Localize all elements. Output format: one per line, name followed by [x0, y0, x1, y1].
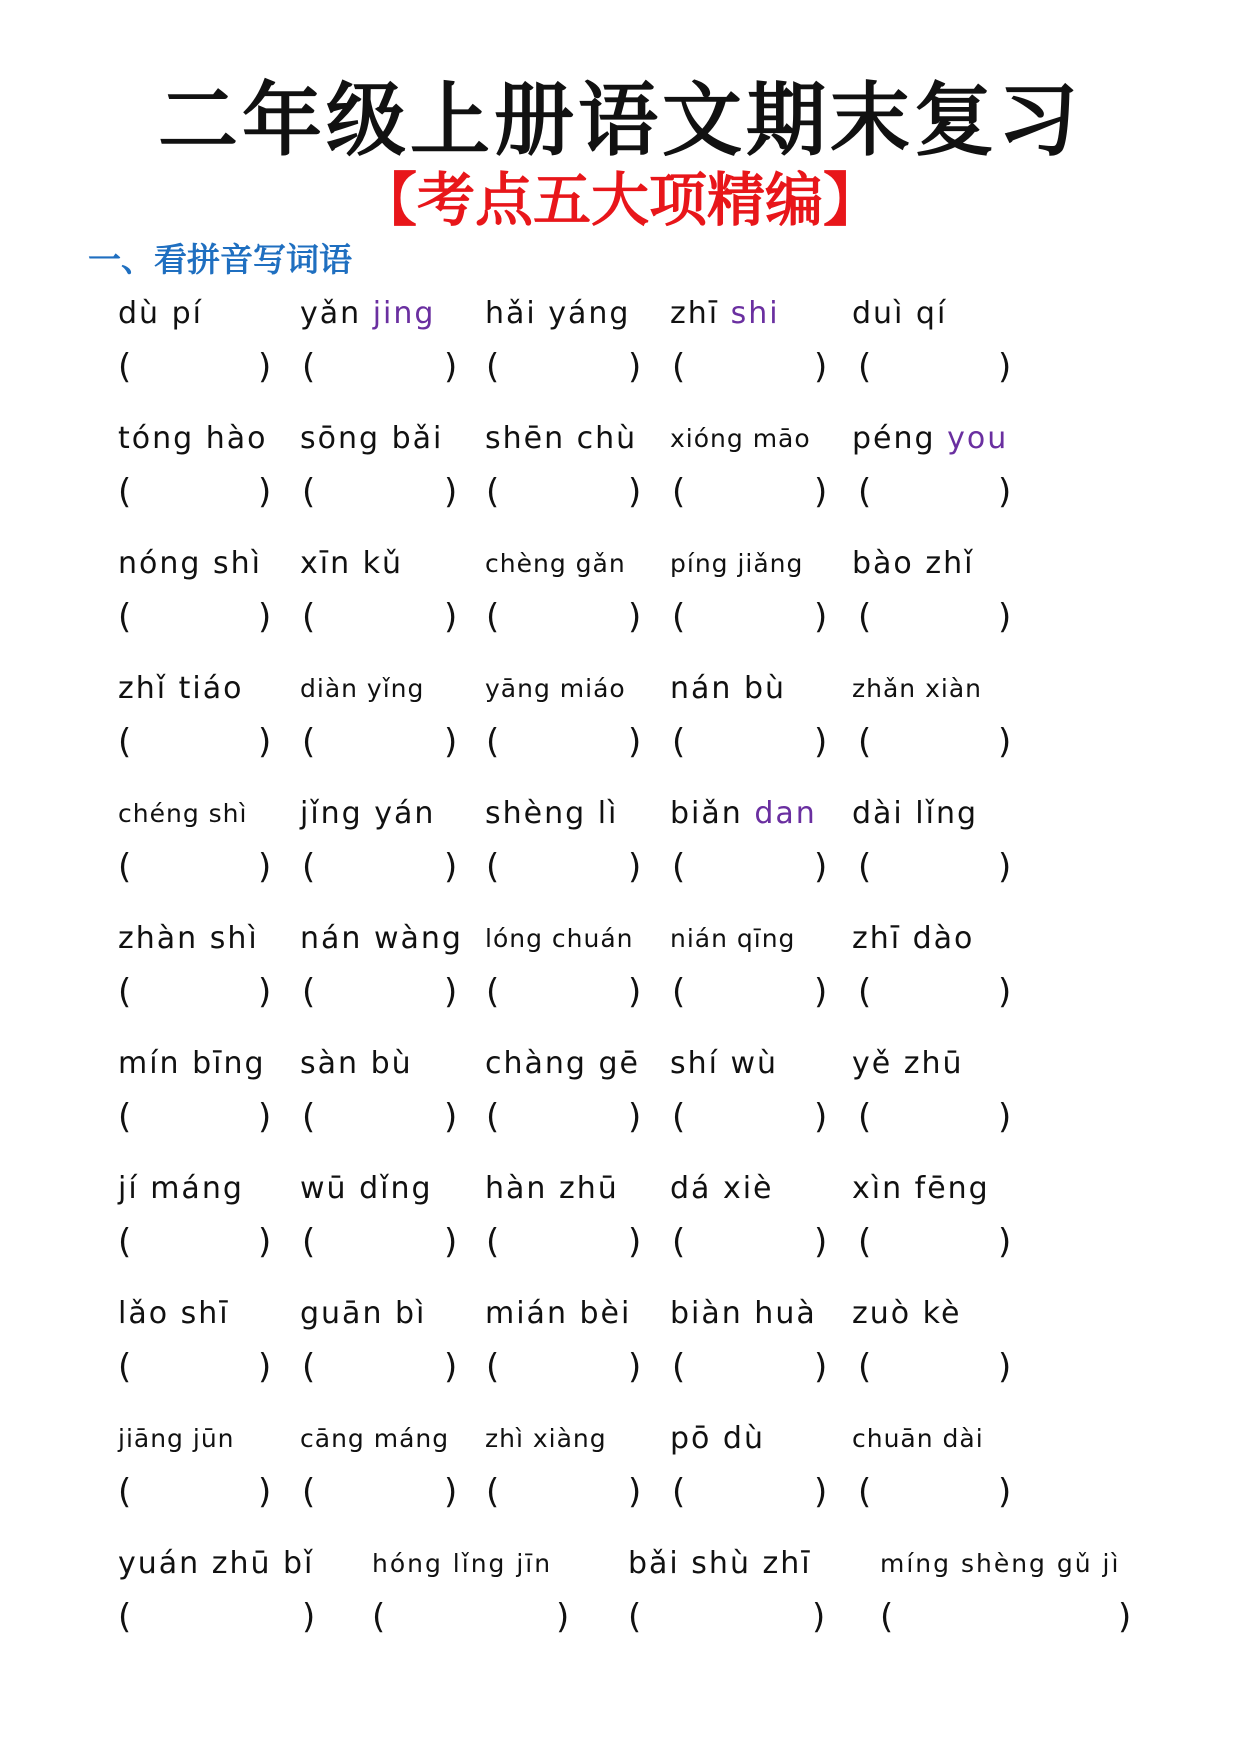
answer-paren-open: ( [672, 347, 686, 387]
pinyin-text: shēn chù [485, 421, 638, 456]
answer-paren-close: ) [556, 1597, 570, 1637]
pinyin-prompt [670, 1294, 817, 1334]
pinyin-text: chèng gǎn [485, 549, 626, 578]
pinyin-prompt [485, 1419, 607, 1459]
answer-paren-close: ) [258, 472, 272, 512]
pinyin-text: biàn huà [670, 1296, 817, 1331]
answer-blank[interactable] [324, 1347, 440, 1387]
pinyin-prompt [300, 1294, 426, 1334]
answer-paren-close: ) [1118, 1597, 1132, 1637]
pinyin-text: diàn yǐng [300, 674, 425, 703]
pinyin-text: hǎi yáng [485, 296, 631, 331]
pinyin-prompt [670, 294, 780, 334]
answer-paren-open: ( [858, 1097, 872, 1137]
answer-paren-open: ( [858, 722, 872, 762]
answer-blank[interactable] [694, 472, 810, 512]
answer-blank[interactable] [324, 597, 440, 637]
answer-blank[interactable] [880, 722, 994, 762]
answer-blank[interactable] [508, 1222, 624, 1262]
pinyin-prompt [118, 294, 203, 334]
pinyin-prompt [852, 669, 982, 709]
pinyin-neutral-tone: jing [372, 296, 436, 331]
pinyin-prompt [300, 794, 435, 834]
answer-blank[interactable] [508, 847, 624, 887]
pinyin-text: zhǐ tiáo [118, 671, 244, 706]
answer-blank[interactable] [324, 347, 440, 387]
answer-blank[interactable] [324, 972, 440, 1012]
pinyin-text: míng shèng gǔ jì [880, 1549, 1121, 1578]
pinyin-text: zhàn shì [118, 921, 259, 956]
answer-paren-close: ) [814, 722, 828, 762]
answer-paren-open: ( [118, 972, 132, 1012]
answer-paren-open: ( [118, 1222, 132, 1262]
answer-paren-close: ) [814, 1347, 828, 1387]
answer-paren-close: ) [814, 847, 828, 887]
answer-paren-open: ( [302, 1472, 316, 1512]
answer-paren-open: ( [858, 597, 872, 637]
answer-paren-close: ) [628, 1097, 642, 1137]
answer-paren-open: ( [302, 1347, 316, 1387]
pinyin-prompt [118, 794, 247, 834]
pinyin-text: xīn kǔ [300, 546, 404, 581]
pinyin-text: lǎo shī [118, 1296, 230, 1331]
pinyin-neutral-tone: you [947, 421, 1009, 456]
answer-blank[interactable] [694, 1222, 810, 1262]
answer-paren-close: ) [628, 847, 642, 887]
answer-paren-close: ) [444, 1472, 458, 1512]
answer-blank[interactable] [140, 972, 254, 1012]
answer-paren-close: ) [444, 1097, 458, 1137]
answer-blank[interactable] [140, 1222, 254, 1262]
pinyin-prompt [852, 1044, 964, 1084]
pinyin-prompt [372, 1544, 552, 1584]
answer-blank[interactable] [508, 472, 624, 512]
answer-paren-open: ( [486, 1347, 500, 1387]
answer-paren-open: ( [628, 1597, 642, 1637]
pinyin-text: yě zhū [852, 1046, 964, 1081]
answer-blank[interactable] [902, 1597, 1114, 1637]
answer-blank[interactable] [880, 347, 994, 387]
answer-blank[interactable] [880, 472, 994, 512]
pinyin-prompt [300, 919, 463, 959]
answer-paren-open: ( [302, 847, 316, 887]
answer-paren-open: ( [672, 1222, 686, 1262]
answer-paren-close: ) [628, 597, 642, 637]
pinyin-prompt [300, 294, 435, 334]
page-title: 二年级上册语文期末复习 [158, 73, 1082, 167]
answer-blank[interactable] [508, 1097, 624, 1137]
pinyin-text: yǎn [300, 296, 373, 331]
answer-blank[interactable] [880, 1347, 994, 1387]
pinyin-text: dài lǐng [852, 796, 979, 831]
answer-paren-close: ) [998, 722, 1012, 762]
answer-paren-open: ( [302, 972, 316, 1012]
pinyin-text: shí wù [670, 1046, 779, 1081]
pinyin-text: wū dǐng [300, 1171, 433, 1206]
pinyin-prompt [118, 919, 259, 959]
answer-paren-open: ( [118, 847, 132, 887]
pinyin-prompt [485, 1044, 640, 1084]
answer-blank[interactable] [694, 722, 810, 762]
pinyin-prompt [670, 419, 811, 459]
pinyin-text: zhī [670, 296, 731, 331]
pinyin-prompt [300, 1169, 433, 1209]
answer-paren-open: ( [118, 1472, 132, 1512]
pinyin-text: jǐng yán [300, 796, 436, 831]
answer-paren-open: ( [880, 1597, 894, 1637]
pinyin-text: hóng lǐng jīn [372, 1549, 553, 1578]
pinyin-prompt [852, 1419, 984, 1459]
answer-blank[interactable] [140, 722, 254, 762]
answer-paren-open: ( [486, 472, 500, 512]
answer-blank[interactable] [880, 1472, 994, 1512]
answer-paren-open: ( [118, 347, 132, 387]
answer-blank[interactable] [694, 597, 810, 637]
answer-paren-open: ( [858, 1472, 872, 1512]
pinyin-prompt [300, 544, 403, 584]
pinyin-text: bào zhǐ [852, 546, 975, 581]
pinyin-text: nán wàng [300, 921, 463, 956]
answer-paren-close: ) [628, 722, 642, 762]
answer-paren-open: ( [486, 972, 500, 1012]
pinyin-prompt [485, 544, 626, 584]
answer-blank[interactable] [508, 972, 624, 1012]
pinyin-prompt [118, 1544, 314, 1584]
answer-paren-open: ( [302, 1222, 316, 1262]
answer-paren-close: ) [628, 1472, 642, 1512]
answer-paren-open: ( [486, 347, 500, 387]
answer-paren-close: ) [998, 1472, 1012, 1512]
answer-paren-close: ) [628, 1347, 642, 1387]
pinyin-text: nóng shì [118, 546, 262, 581]
pinyin-text: biǎn [670, 796, 755, 831]
pinyin-prompt [670, 1419, 765, 1459]
answer-paren-open: ( [486, 597, 500, 637]
answer-paren-open: ( [672, 472, 686, 512]
pinyin-prompt [118, 419, 267, 459]
answer-paren-close: ) [998, 1347, 1012, 1387]
pinyin-text: cāng máng [300, 1424, 450, 1453]
answer-paren-close: ) [258, 972, 272, 1012]
pinyin-text: yāng miáo [485, 674, 626, 703]
pinyin-prompt [118, 1419, 235, 1459]
answer-paren-close: ) [444, 1347, 458, 1387]
answer-blank[interactable] [880, 1097, 994, 1137]
pinyin-prompt [118, 1044, 266, 1084]
pinyin-prompt [670, 919, 795, 959]
answer-blank[interactable] [140, 472, 254, 512]
pinyin-prompt [485, 794, 618, 834]
answer-blank[interactable] [508, 722, 624, 762]
pinyin-prompt [852, 794, 978, 834]
pinyin-prompt [628, 1544, 812, 1584]
answer-paren-open: ( [858, 472, 872, 512]
answer-blank[interactable] [650, 1597, 808, 1637]
pinyin-prompt [118, 1169, 244, 1209]
pinyin-prompt [118, 544, 262, 584]
answer-paren-open: ( [118, 722, 132, 762]
pinyin-prompt [670, 1044, 778, 1084]
answer-paren-open: ( [118, 472, 132, 512]
pinyin-prompt [300, 669, 424, 709]
answer-paren-close: ) [998, 1222, 1012, 1262]
pinyin-prompt [485, 669, 626, 709]
answer-paren-open: ( [486, 1472, 500, 1512]
answer-paren-close: ) [628, 972, 642, 1012]
pinyin-text: tóng hào [118, 421, 268, 456]
answer-paren-open: ( [858, 847, 872, 887]
pinyin-prompt [852, 1294, 961, 1334]
answer-blank[interactable] [324, 1097, 440, 1137]
answer-blank[interactable] [694, 847, 810, 887]
pinyin-neutral-tone: shi [730, 296, 780, 331]
answer-paren-close: ) [814, 1472, 828, 1512]
answer-paren-open: ( [672, 972, 686, 1012]
answer-blank[interactable] [508, 347, 624, 387]
answer-blank[interactable] [880, 972, 994, 1012]
answer-paren-open: ( [302, 597, 316, 637]
answer-blank[interactable] [324, 1472, 440, 1512]
answer-blank[interactable] [694, 972, 810, 1012]
answer-paren-close: ) [814, 972, 828, 1012]
answer-paren-close: ) [444, 472, 458, 512]
answer-blank[interactable] [880, 847, 994, 887]
pinyin-text: píng jiǎng [670, 549, 804, 578]
answer-paren-open: ( [672, 722, 686, 762]
answer-blank[interactable] [324, 472, 440, 512]
answer-blank[interactable] [140, 1597, 298, 1637]
pinyin-text: mián bèi [485, 1296, 632, 1331]
pinyin-prompt [852, 919, 974, 959]
answer-blank[interactable] [508, 597, 624, 637]
pinyin-text: shèng lì [485, 796, 619, 831]
pinyin-prompt [852, 1169, 990, 1209]
answer-paren-close: ) [258, 722, 272, 762]
pinyin-text: sàn bù [300, 1046, 413, 1081]
pinyin-prompt [485, 1294, 631, 1334]
answer-blank[interactable] [694, 1097, 810, 1137]
pinyin-text: chéng shì [118, 799, 248, 828]
pinyin-prompt [118, 1294, 230, 1334]
answer-paren-close: ) [628, 347, 642, 387]
answer-paren-close: ) [998, 472, 1012, 512]
pinyin-text: péng [852, 421, 948, 456]
answer-blank[interactable] [324, 1222, 440, 1262]
answer-paren-open: ( [672, 1097, 686, 1137]
answer-paren-close: ) [258, 347, 272, 387]
answer-paren-close: ) [444, 1222, 458, 1262]
answer-paren-open: ( [118, 1347, 132, 1387]
pinyin-text: lóng chuán [485, 924, 634, 953]
pinyin-text: yuán zhū bǐ [118, 1546, 315, 1581]
answer-paren-close: ) [814, 472, 828, 512]
answer-blank[interactable] [880, 597, 994, 637]
pinyin-text: nán bù [670, 671, 787, 706]
answer-paren-close: ) [814, 597, 828, 637]
answer-paren-open: ( [118, 597, 132, 637]
answer-paren-open: ( [858, 1222, 872, 1262]
answer-paren-close: ) [444, 722, 458, 762]
page-subtitle: 【考点五大项精编】 [358, 166, 881, 234]
answer-paren-close: ) [258, 847, 272, 887]
answer-blank[interactable] [140, 597, 254, 637]
pinyin-prompt [485, 1169, 619, 1209]
answer-blank[interactable] [694, 1472, 810, 1512]
answer-blank[interactable] [140, 1097, 254, 1137]
pinyin-text: chuān dài [852, 1424, 984, 1453]
answer-paren-open: ( [302, 722, 316, 762]
answer-paren-open: ( [858, 347, 872, 387]
answer-blank[interactable] [508, 1472, 624, 1512]
answer-paren-close: ) [628, 1222, 642, 1262]
pinyin-prompt [300, 1044, 413, 1084]
answer-paren-open: ( [672, 597, 686, 637]
answer-paren-close: ) [258, 597, 272, 637]
pinyin-text: hàn zhū [485, 1171, 619, 1206]
answer-paren-open: ( [672, 1347, 686, 1387]
pinyin-text: zuò kè [852, 1296, 962, 1331]
answer-blank[interactable] [140, 1347, 254, 1387]
answer-paren-close: ) [258, 1222, 272, 1262]
answer-paren-open: ( [302, 472, 316, 512]
answer-paren-open: ( [118, 1097, 132, 1137]
answer-paren-open: ( [486, 722, 500, 762]
pinyin-text: chàng gē [485, 1046, 640, 1081]
answer-paren-close: ) [998, 1097, 1012, 1137]
pinyin-text: pō dù [670, 1421, 765, 1456]
answer-paren-open: ( [118, 1597, 132, 1637]
answer-paren-close: ) [258, 1097, 272, 1137]
answer-paren-close: ) [444, 847, 458, 887]
answer-blank[interactable] [394, 1597, 552, 1637]
pinyin-text: duì qí [852, 296, 948, 331]
answer-blank[interactable] [140, 347, 254, 387]
pinyin-text: zhì xiàng [485, 1424, 607, 1453]
answer-paren-open: ( [372, 1597, 386, 1637]
pinyin-text: sōng bǎi [300, 421, 444, 456]
answer-paren-open: ( [486, 1222, 500, 1262]
pinyin-prompt [670, 1169, 774, 1209]
answer-paren-close: ) [812, 1597, 826, 1637]
answer-paren-open: ( [486, 1097, 500, 1137]
pinyin-text: xìn fēng [852, 1171, 990, 1206]
pinyin-prompt [118, 669, 243, 709]
answer-paren-open: ( [672, 847, 686, 887]
pinyin-text: jiāng jūn [118, 1424, 235, 1453]
answer-paren-open: ( [302, 347, 316, 387]
pinyin-text: bǎi shù zhī [628, 1546, 812, 1581]
answer-paren-close: ) [998, 847, 1012, 887]
pinyin-text: nián qīng [670, 924, 796, 953]
pinyin-text: zhǎn xiàn [852, 674, 982, 703]
answer-blank[interactable] [694, 1347, 810, 1387]
pinyin-text: jí máng [118, 1171, 244, 1206]
pinyin-prompt [485, 294, 630, 334]
pinyin-prompt [880, 1544, 1120, 1584]
answer-blank[interactable] [880, 1222, 994, 1262]
answer-paren-close: ) [998, 597, 1012, 637]
answer-blank[interactable] [140, 847, 254, 887]
pinyin-prompt [485, 419, 637, 459]
answer-blank[interactable] [694, 347, 810, 387]
pinyin-prompt [852, 294, 947, 334]
answer-paren-close: ) [302, 1597, 316, 1637]
answer-paren-close: ) [444, 347, 458, 387]
answer-paren-close: ) [814, 347, 828, 387]
pinyin-text: zhī dào [852, 921, 975, 956]
answer-paren-close: ) [814, 1222, 828, 1262]
answer-paren-close: ) [258, 1472, 272, 1512]
answer-paren-open: ( [672, 1472, 686, 1512]
pinyin-text: dá xiè [670, 1171, 774, 1206]
pinyin-prompt [670, 544, 803, 584]
answer-paren-close: ) [258, 1347, 272, 1387]
answer-paren-open: ( [858, 1347, 872, 1387]
answer-blank[interactable] [324, 722, 440, 762]
pinyin-prompt [485, 919, 634, 959]
pinyin-prompt [300, 1419, 449, 1459]
pinyin-text: guān bì [300, 1296, 427, 1331]
answer-paren-close: ) [444, 972, 458, 1012]
answer-paren-close: ) [814, 1097, 828, 1137]
pinyin-text: dù pí [118, 296, 203, 331]
answer-paren-close: ) [998, 347, 1012, 387]
pinyin-prompt [852, 544, 974, 584]
pinyin-prompt [670, 794, 817, 834]
answer-paren-open: ( [302, 1097, 316, 1137]
pinyin-text: mín bīng [118, 1046, 266, 1081]
pinyin-prompt [852, 419, 1008, 459]
answer-blank[interactable] [324, 847, 440, 887]
pinyin-text: xióng māo [670, 424, 811, 453]
answer-paren-close: ) [444, 597, 458, 637]
pinyin-prompt [670, 669, 786, 709]
answer-paren-open: ( [858, 972, 872, 1012]
answer-blank[interactable] [140, 1472, 254, 1512]
section-heading: 一、看拼音写词语 [88, 240, 352, 279]
pinyin-prompt [300, 419, 443, 459]
answer-paren-open: ( [486, 847, 500, 887]
answer-paren-close: ) [628, 472, 642, 512]
answer-blank[interactable] [508, 1347, 624, 1387]
answer-paren-close: ) [998, 972, 1012, 1012]
pinyin-neutral-tone: dan [754, 796, 817, 831]
